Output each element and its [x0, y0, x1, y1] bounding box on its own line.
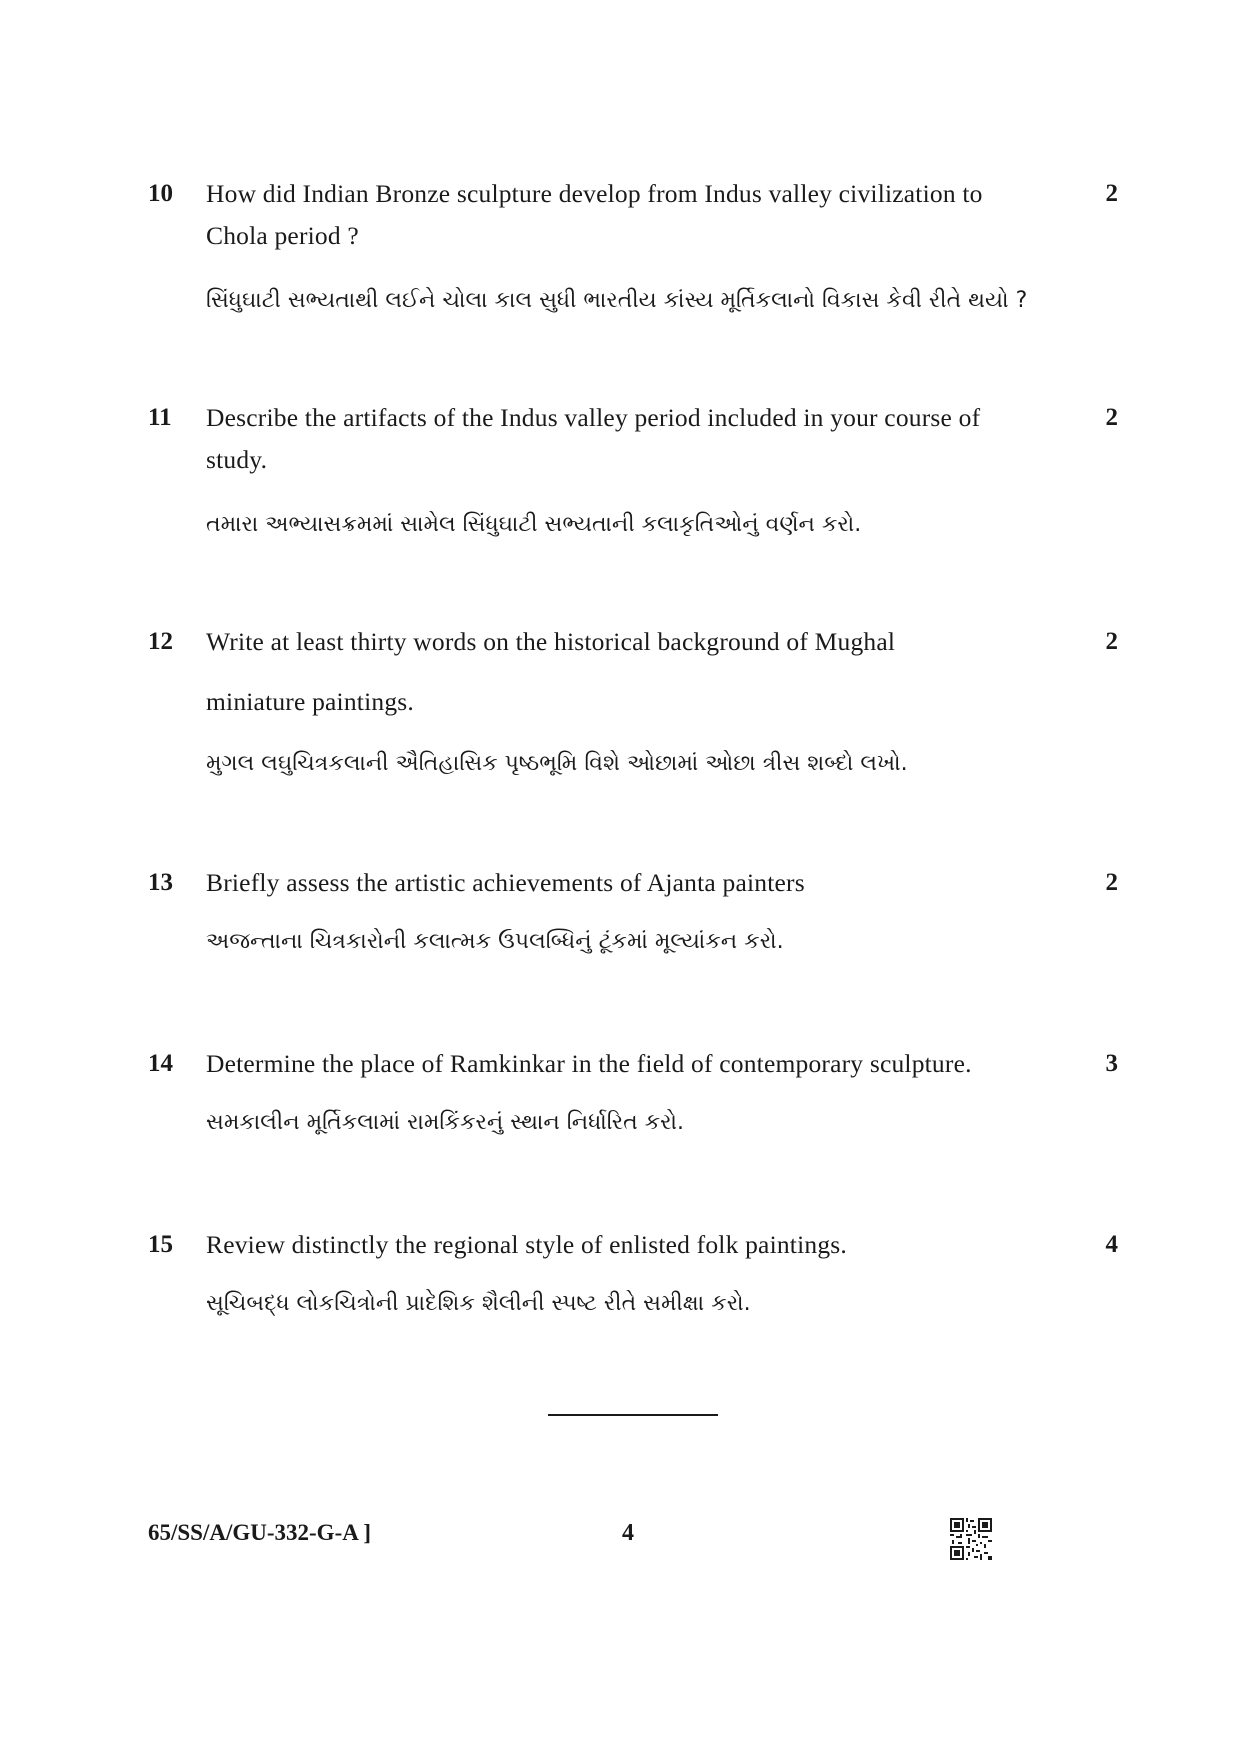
question-text-english-line-1: Write at least thirty words on the historical background of Mughal: [206, 627, 896, 656]
question-number: 11: [148, 404, 172, 431]
question-marks: 2: [1105, 628, 1118, 655]
question-marks: 4: [1105, 1231, 1118, 1258]
question-text-gujarati: સમકાલીન મૂર્તિકલામાં રામકિંકરનું સ્થાન નિર્ધારિત કરો.: [206, 1110, 685, 1135]
question-text-english: Briefly assess the artistic achievements of Ajanta painters: [206, 868, 805, 897]
question-text-gujarati: મુગલ લઘુચિત્રકલાની ઐતિહાસિક પૃષ્ઠભૂમિ વિશે ઓછામાં ઓછા ત્રીસ શબ્દો લખો.: [206, 751, 908, 776]
question-number: 15: [148, 1231, 173, 1258]
paper-code: 65/SS/A/GU-332-G-A ]: [148, 1520, 371, 1545]
question-text-gujarati: સૂચિબદ્ધ લોકચિત્રોની પ્રાદેશિક શૈલીની સ્પષ્ટ રીતે સમીક્ષા કરો.: [206, 1291, 751, 1316]
question-text-gujarati: તમારા અભ્યાસક્રમમાં સામેલ સિંધુઘાટી સભ્યતાની કલાકૃતિઓનું વર્ણન કરો.: [206, 512, 862, 537]
question-text-english: Determine the place of Ramkinkar in the field of contemporary sculpture.: [206, 1049, 972, 1078]
question-text-english: Review distinctly the regional style of enlisted folk paintings.: [206, 1230, 847, 1259]
question-number: 13: [148, 869, 173, 896]
question-marks: 3: [1105, 1050, 1118, 1077]
question-text-english: Describe the artifacts of the Indus valley period included in your course of study.: [206, 403, 981, 474]
question-marks: 2: [1105, 404, 1118, 431]
question-number: 12: [148, 628, 173, 655]
qr-code-icon: [950, 1518, 992, 1560]
end-of-section-rule: [548, 1414, 718, 1416]
question-text-gujarati: સિંધુઘાટી સભ્યતાથી લઈને ચોલા કાલ સુધી ભારતીય કાંસ્ય મૂર્તિકલાનો વિકાસ કેવી રીતે થયો ?: [206, 288, 1028, 313]
question-marks: 2: [1105, 869, 1118, 896]
question-number: 10: [148, 180, 173, 207]
page-number: 4: [622, 1520, 634, 1546]
question-number: 14: [148, 1050, 173, 1077]
question-marks: 2: [1105, 180, 1118, 207]
question-text-english: How did Indian Bronze sculpture develop from Indus valley civilization to Chola period ?: [206, 179, 983, 250]
question-text-english-line-2: miniature paintings.: [206, 687, 414, 716]
question-text-gujarati: અજન્તાના ચિત્રકારોની કલાત્મક ઉપલબ્ધિનું ટૂંકમાં મૂલ્યાંકન કરો.: [206, 929, 784, 954]
